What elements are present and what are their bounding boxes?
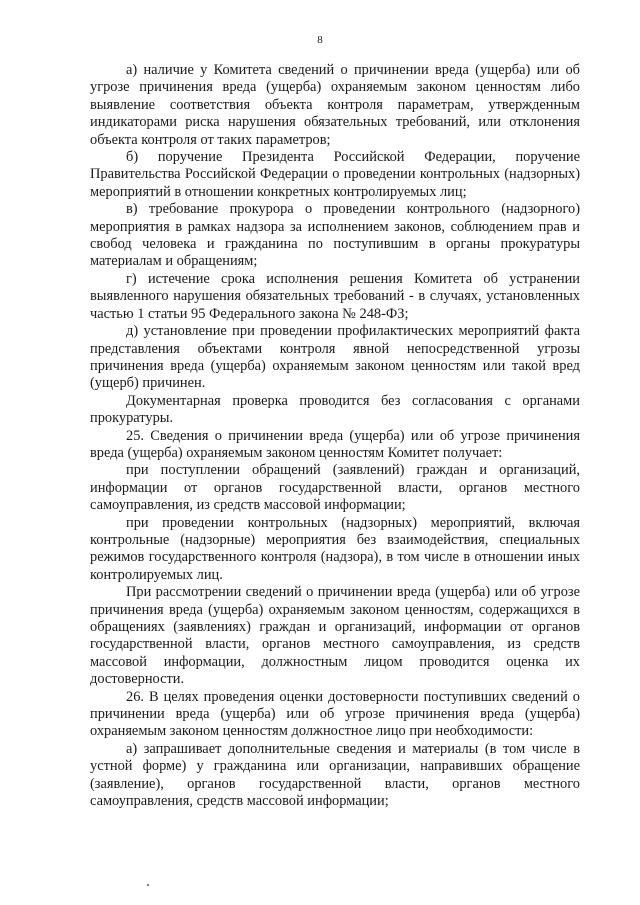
paragraph-item-a-request: а) запрашивает дополнительные сведения и материалы (в том числе в устной форме) у гражданина или организации, направивших обращение (заявление), органов государственной власти, органов местного самоуправления, средств массовой информации; <box>90 740 580 810</box>
paragraph-item-b-instruction: б) поручение Президента Российской Федерации, поручение Правительства Российской Федерации о проведении контрольных (надзорных) мероприятий в отношении конкретных контролируемых лиц; <box>90 149 580 200</box>
paragraph-appeals: при поступлении обращений (заявлений) граждан и организаций, информации от органов государственной власти, органов местного самоуправления, из средств массовой информации; <box>90 462 580 514</box>
paragraph-item-a-grounds: а) наличие у Комитета сведений о причинении вреда (ущерба) или об угрозе причинения вреда (ущерба) охраняемым законом ценностям либо выявление соответствия объекта контроля параметрам, утвержденным индикаторами риска нарушения обязательных требований, или отклонения объекта контроля от таких параметров; <box>90 62 580 148</box>
paragraph-control-measures: при проведении контрольных (надзорных) мероприятий, включая контрольные (надзорные) мероприятия без взаимодействия, специальных режимов государственного контроля (надзора), в том числе в отношении иных контролируемых лиц. <box>90 514 580 583</box>
paragraph-section-25: 25. Сведения о причинении вреда (ущерба) или об угрозе причинения вреда (ущерба) охраняемым законом ценностям Комитет получает: <box>90 427 580 461</box>
paragraph-documentary-check: Документарная проверка проводится без согласования с органами прокуратуры. <box>90 392 580 427</box>
paragraph-item-v-prosecutor: в) требование прокурора о проведении контрольного (надзорного) мероприятия в рамках надзора за исполнением законов, соблюдением прав и свобод человека и гражданина по поступившим в органы прокуратуры материалам и обращениям; <box>90 201 580 270</box>
paragraph-reliability-assessment: При рассмотрении сведений о причинении вреда (ущерба) или об угрозе причинения вреда (ущерба) охраняемым законом ценностям, содержащихся в обращениях (заявлениях) граждан и организаций, информации от органов государственной власти, органов местного самоуправления, из средств массовой информации, должностным лицом проводится оценка их достоверности. <box>90 584 580 688</box>
paragraph-item-g-deadline: г) истечение срока исполнения решения Комитета об устранении выявленного нарушения обязательных требований - в случаях, установленных частью 1 статьи 95 Федерального закона № 248-ФЗ; <box>90 270 580 322</box>
document-body <box>90 62 580 810</box>
paragraph-section-26: 26. В целях проведения оценки достоверности поступивших сведений о причинении вреда (ущерба) или об угрозе причинения вреда (ущерба) охраняемым законом ценностям должностное лицо при необходимости: <box>90 688 580 740</box>
scan-artifact-dot <box>147 884 149 886</box>
page-number: 8 <box>317 34 323 46</box>
paragraph-item-d-threat: д) установление при проведении профилактических мероприятий факта представления объектами контроля явной непосредственной угрозы причинения вреда (ущерба) охраняемым законом ценностям или такой вред (ущерб) причинен. <box>90 323 580 392</box>
